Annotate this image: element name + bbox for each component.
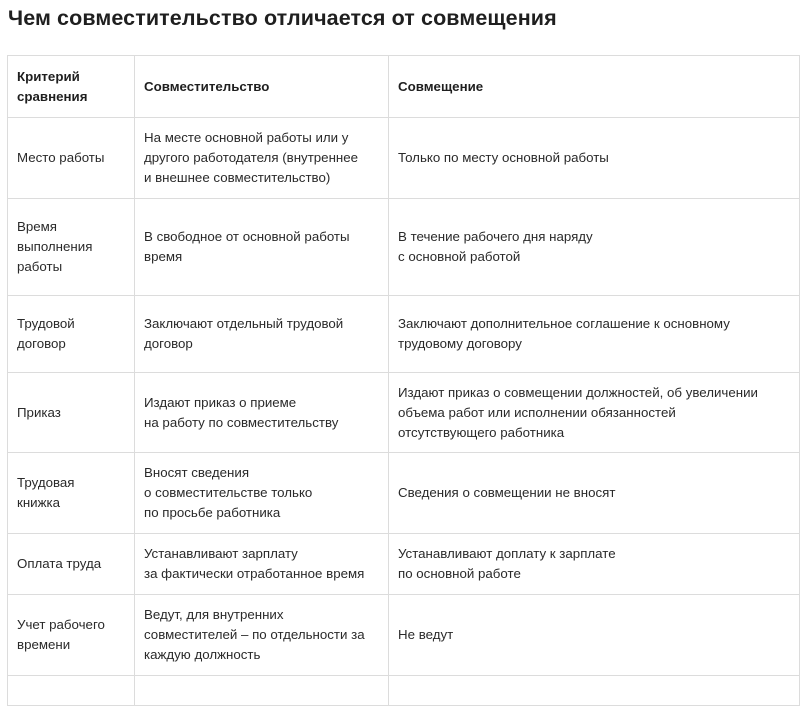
row-criterion: Место работы bbox=[8, 118, 135, 199]
comparison-table bbox=[7, 55, 800, 706]
row-combined-job bbox=[135, 676, 389, 706]
table-row bbox=[8, 595, 800, 676]
table-row bbox=[8, 534, 800, 595]
page-title: Чем совместительство отличается от совмещения bbox=[8, 6, 557, 30]
row-criterion: Учет рабочего времени bbox=[8, 595, 135, 676]
table-row bbox=[8, 676, 800, 706]
row-combined-job: Вносят сведения о совместительстве только по просьбе работника bbox=[135, 453, 389, 534]
row-combination: Сведения о совмещении не вносят bbox=[389, 453, 800, 534]
table-row bbox=[8, 453, 800, 534]
row-combination: Устанавливают доплату к зарплате по основной работе bbox=[389, 534, 800, 595]
row-criterion: Приказ bbox=[8, 373, 135, 453]
row-combined-job: Устанавливают зарплату за фактически отработанное время bbox=[135, 534, 389, 595]
table-row bbox=[8, 199, 800, 296]
row-criterion bbox=[8, 676, 135, 706]
row-criterion: Трудовой договор bbox=[8, 296, 135, 373]
row-combined-job: На месте основной работы или у другого работодателя (внутреннее и внешнее совместительство) bbox=[135, 118, 389, 199]
row-combined-job: Заключают отдельный трудовой договор bbox=[135, 296, 389, 373]
row-criterion: Оплата труда bbox=[8, 534, 135, 595]
row-combination: Издают приказ о совмещении должностей, об увеличении объема работ или исполнении обязанностей отсутствующего работника bbox=[389, 373, 800, 453]
table-row bbox=[8, 118, 800, 199]
row-combined-job: Издают приказ о приеме на работу по совместительству bbox=[135, 373, 389, 453]
row-combination: Не ведут bbox=[389, 595, 800, 676]
header-combination: Совмещение bbox=[389, 56, 800, 118]
row-combination: Только по месту основной работы bbox=[389, 118, 800, 199]
row-combined-job: В свободное от основной работы время bbox=[135, 199, 389, 296]
row-combined-job: Ведут, для внутренних совместителей – по отдельности за каждую должность bbox=[135, 595, 389, 676]
row-combination: В течение рабочего дня наряду с основной работой bbox=[389, 199, 800, 296]
table-header-row bbox=[8, 56, 800, 118]
row-combination: Заключают дополнительное соглашение к основному трудовому договору bbox=[389, 296, 800, 373]
row-criterion: Время выполнения работы bbox=[8, 199, 135, 296]
table-row bbox=[8, 296, 800, 373]
row-combination bbox=[389, 676, 800, 706]
table-row bbox=[8, 373, 800, 453]
row-criterion: Трудовая книжка bbox=[8, 453, 135, 534]
header-criterion: Критерий сравнения bbox=[8, 56, 135, 118]
header-combined-job: Совместительство bbox=[135, 56, 389, 118]
